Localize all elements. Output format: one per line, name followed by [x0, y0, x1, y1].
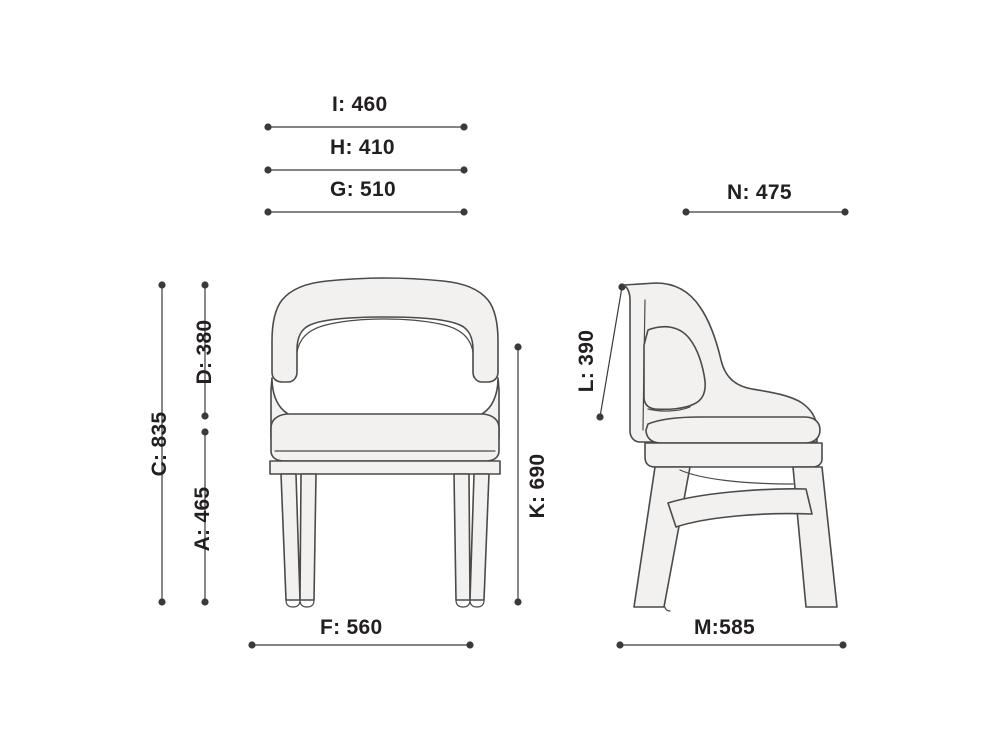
dim-label-D: D: 380: [193, 319, 216, 385]
dim-label-C: C: 835: [148, 411, 171, 477]
dim-label-H: H: 410: [330, 136, 395, 159]
dim-label-F: F: 560: [320, 616, 383, 639]
front-bottom-dimension-line: [248, 641, 473, 648]
chair-side-view: [624, 283, 837, 611]
dim-label-N: N: 475: [727, 181, 792, 204]
dim-label-M: M:585: [694, 616, 756, 639]
dim-label-A: A: 465: [191, 486, 214, 552]
chair-front-view: [270, 278, 500, 607]
dim-label-L: L: 390: [575, 329, 598, 393]
dim-label-G: G: 510: [330, 178, 396, 201]
dim-label-K: K: 690: [526, 453, 549, 519]
dim-label-I: I: 460: [332, 93, 388, 116]
